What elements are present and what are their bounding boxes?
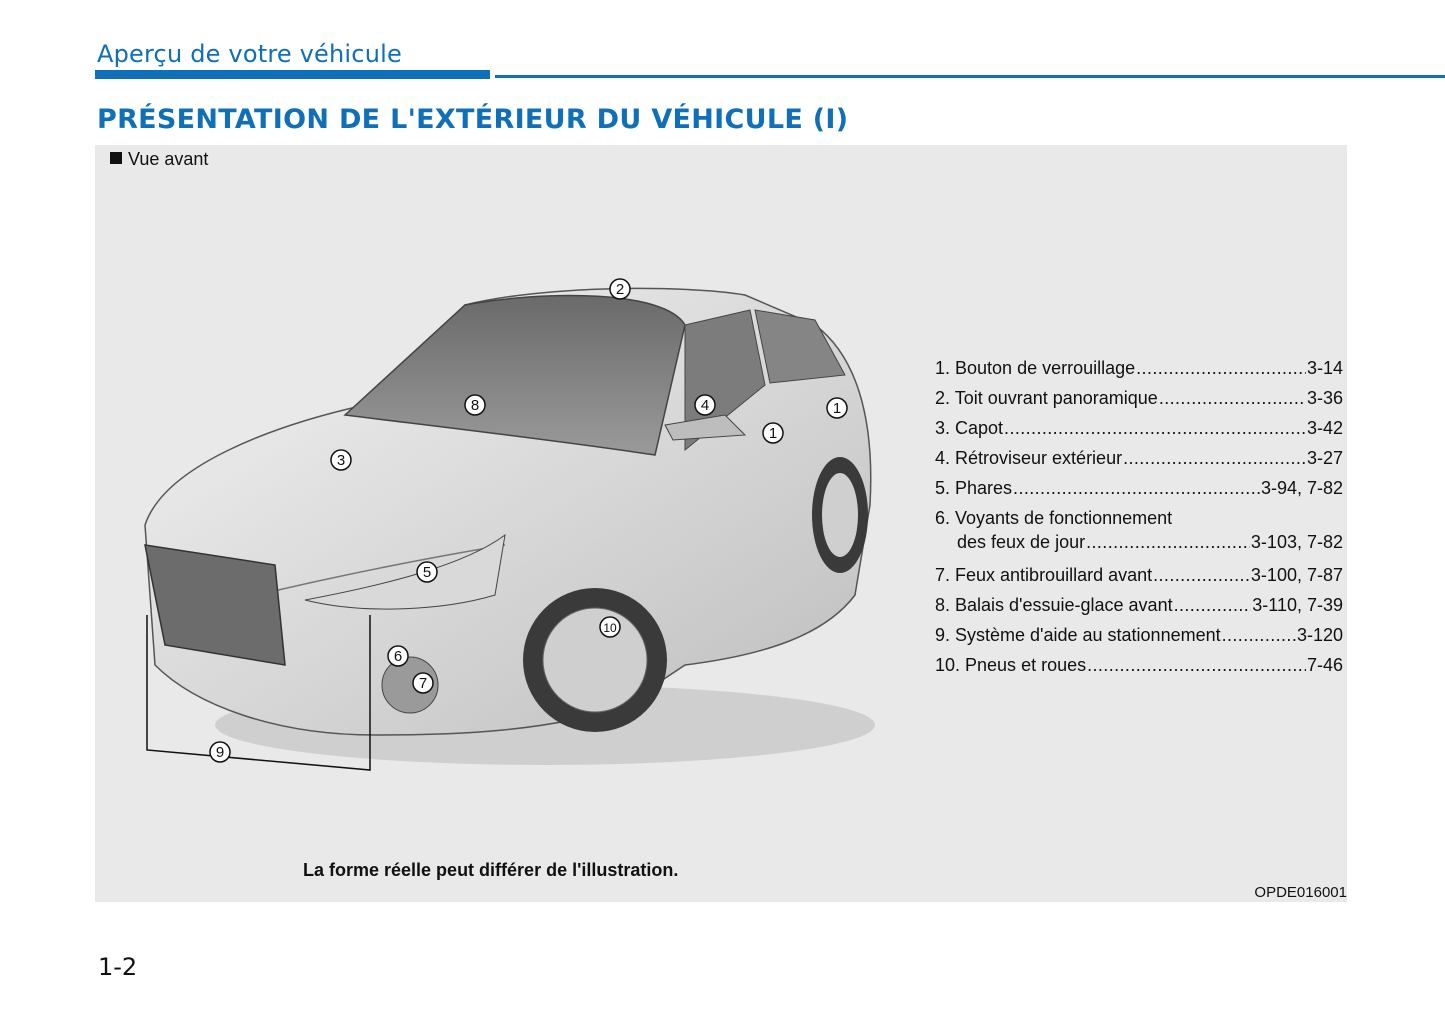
image-code: OPDE016001 [1254, 884, 1347, 901]
leader-dots [1174, 590, 1252, 620]
part-page: 3-42 [1306, 418, 1343, 438]
part-page: 3-110, 7-39 [1252, 595, 1343, 615]
square-bullet-icon [110, 152, 122, 164]
part-label: 9. Système d'aide au stationnement [935, 625, 1221, 645]
part-page: 3-36 [1306, 388, 1343, 408]
part-item [935, 560, 1343, 590]
callout-5 [417, 562, 437, 582]
leader-dots [1013, 473, 1260, 503]
page-number: 1-2 [98, 953, 138, 981]
leader-dots [1136, 353, 1306, 383]
part-item [935, 353, 1343, 383]
part-page: 3-103, 7-82 [1250, 532, 1343, 552]
part-page: 3-100, 7-87 [1250, 565, 1343, 585]
callout-10 [600, 617, 620, 637]
leader-dots [1153, 560, 1250, 590]
leader-dots [1004, 413, 1306, 443]
leader-dots [1222, 620, 1296, 650]
view-label-text: Vue avant [128, 149, 209, 169]
callout-2-text: 2 [615, 281, 625, 298]
part-label: 4. Rétroviseur extérieur [935, 448, 1123, 468]
view-label [110, 149, 208, 170]
parts-list [935, 353, 1343, 680]
callout-1b-text: 1 [832, 400, 842, 417]
callout-7 [413, 673, 433, 693]
disclaimer: La forme réelle peut différer de l'illustration. [303, 860, 679, 880]
callout-4-text: 4 [700, 397, 710, 414]
callout-1a [763, 423, 783, 443]
part-label-continued: des feux de jour [957, 532, 1086, 552]
part-label: 6. Voyants de fonctionnement [935, 508, 1173, 528]
section-title: Aperçu de votre véhicule [97, 40, 402, 68]
leader-dots [1087, 650, 1306, 680]
callout-7-text: 7 [418, 675, 428, 692]
part-label: 10. Pneus et roues [935, 655, 1087, 675]
part-label: 7. Feux antibrouillard avant [935, 565, 1153, 585]
callout-10-text: 10 [603, 621, 617, 635]
part-page: 3-14 [1306, 358, 1343, 378]
callout-8-text: 8 [470, 397, 480, 414]
part-item [935, 650, 1343, 680]
header-rule-thick [95, 70, 490, 79]
part-page: 3-94, 7-82 [1260, 478, 1343, 498]
part-label: 5. Phares [935, 478, 1013, 498]
callout-1a-text: 1 [768, 425, 778, 442]
illustration-panel [95, 145, 1347, 902]
callout-3 [331, 450, 351, 470]
callout-5-text: 5 [422, 564, 432, 581]
leader-dots [1086, 530, 1250, 554]
leader-dots [1159, 383, 1306, 413]
callout-9 [210, 742, 230, 762]
part-item [935, 503, 1343, 560]
part-item [935, 383, 1343, 413]
part-label: 2. Toit ouvrant panoramique [935, 388, 1158, 408]
callout-9-text: 9 [215, 744, 225, 761]
callout-3-text: 3 [336, 452, 346, 469]
car-illustration [125, 265, 885, 785]
part-label-row2 [935, 530, 1343, 554]
part-item [935, 443, 1343, 473]
header-rule-thin [495, 75, 1445, 78]
part-page: 3-27 [1306, 448, 1343, 468]
page-heading: PRÉSENTATION DE L'EXTÉRIEUR DU VÉHICULE (I) [97, 104, 849, 135]
callout-6-text: 6 [393, 648, 403, 665]
callout-4 [695, 395, 715, 415]
leader-dots [1123, 443, 1306, 473]
part-page: 7-46 [1306, 655, 1343, 675]
part-label: 1. Bouton de verrouillage [935, 358, 1136, 378]
part-label: 3. Capot [935, 418, 1004, 438]
part-item [935, 590, 1343, 620]
part-page: 3-120 [1296, 625, 1343, 645]
part-item [935, 620, 1343, 650]
part-item [935, 473, 1343, 503]
callout-8 [465, 395, 485, 415]
callout-1b [827, 398, 847, 418]
callout-6 [388, 646, 408, 666]
callout-2 [610, 279, 630, 299]
part-label: 8. Balais d'essuie-glace avant [935, 595, 1173, 615]
part-item [935, 413, 1343, 443]
